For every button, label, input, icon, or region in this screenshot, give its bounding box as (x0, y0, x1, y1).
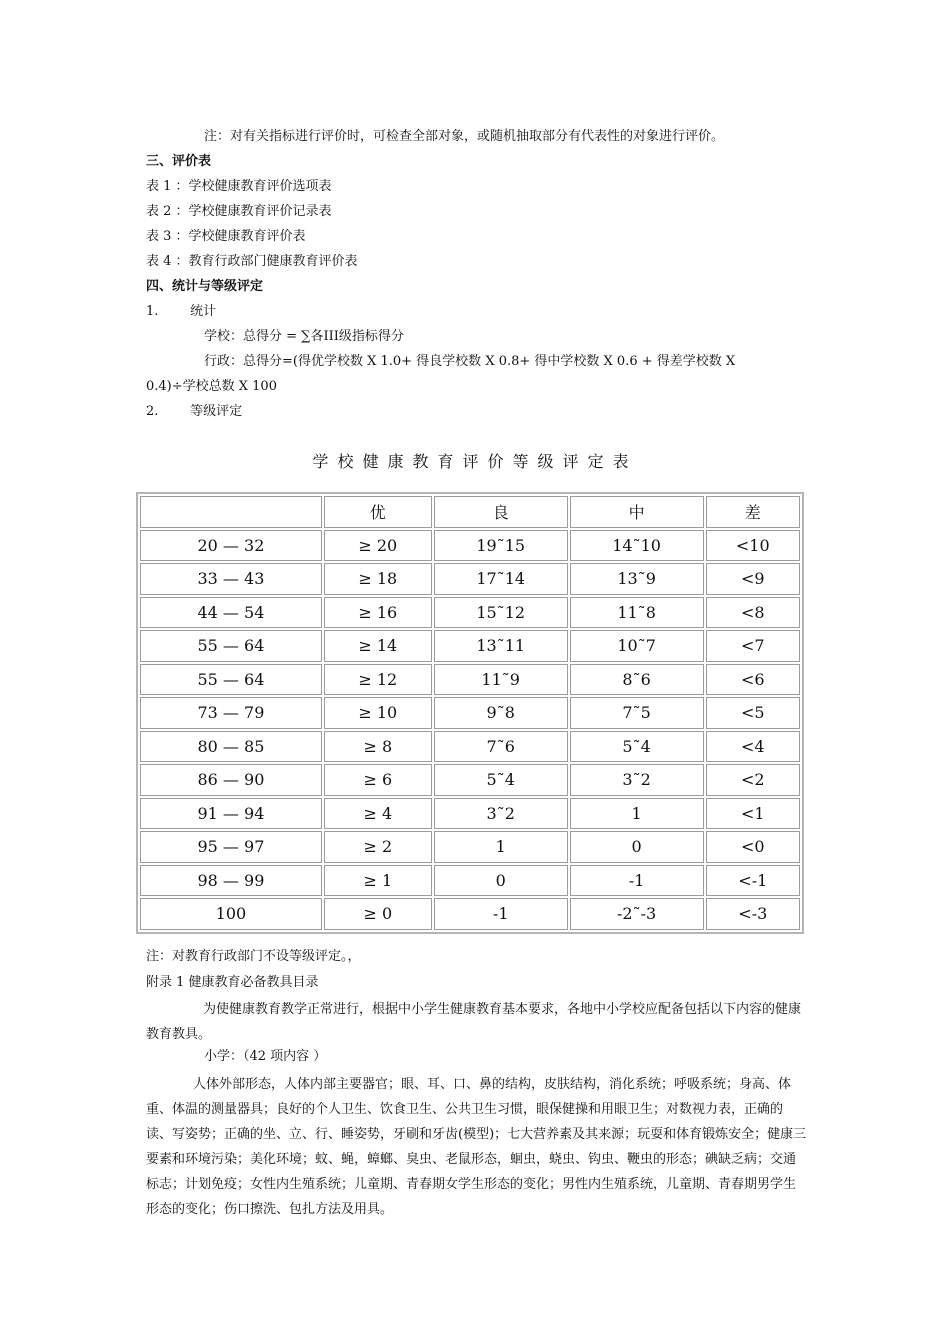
cell-good: 1 (434, 831, 568, 863)
cell-score-range: 95 — 97 (140, 831, 322, 863)
header-cell-poor: 差 (706, 496, 800, 528)
section3-heading: 三、评价表 (146, 154, 212, 169)
stat-item (146, 303, 216, 321)
cell-medium: -1 (570, 865, 704, 897)
grade-table-header-row (140, 496, 800, 528)
grade-item (146, 403, 242, 421)
cell-medium: 0 (570, 831, 704, 863)
table-row (140, 530, 800, 562)
cell-medium: 1 (570, 798, 704, 830)
cell-excellent: ≥ 14 (324, 630, 432, 662)
appendix-title: 附录 1 健康教育必备教具目录 (146, 975, 319, 990)
cell-score-range: 20 — 32 (140, 530, 322, 562)
cell-good: 5˜4 (434, 764, 568, 796)
cell-poor: <5 (706, 697, 800, 729)
cell-good: -1 (434, 898, 568, 930)
appendix-intro: 为使健康教育教学正常进行，根据中小学生健康教育基本要求，各地中小学校应配备包括以下内容的健康教育教具。 (146, 1002, 802, 1042)
cell-medium: 14˜10 (570, 530, 704, 562)
cell-excellent: ≥ 6 (324, 764, 432, 796)
cell-score-range: 55 — 64 (140, 630, 322, 662)
section4-heading: 四、统计与等级评定 (146, 279, 264, 294)
cell-excellent: ≥ 10 (324, 697, 432, 729)
cell-medium: 3˜2 (570, 764, 704, 796)
header-cell-medium: 中 (570, 496, 704, 528)
cell-poor: <8 (706, 597, 800, 629)
cell-poor: <7 (706, 630, 800, 662)
grade-table-title: 学校健康教育评价等级评定表 (312, 452, 638, 471)
table-row (140, 731, 800, 763)
cell-excellent: ≥ 12 (324, 664, 432, 696)
stat-number: 1. (146, 304, 159, 319)
table-row (140, 831, 800, 863)
cell-good: 7˜6 (434, 731, 568, 763)
cell-score-range: 55 — 64 (140, 664, 322, 696)
section3-item-4: 表 4 ：教育行政部门健康教育评价表 (146, 254, 358, 269)
cell-good: 9˜8 (434, 697, 568, 729)
section3-item-2: 表 2 ：学校健康教育评价记录表 (146, 204, 332, 219)
header-cell-blank (140, 496, 322, 528)
admin-formula-line1: 行政：总得分=(得优学校数 X 1.0+ 得良学校数 X 0.8+ 得中学校数 X 0.6 + 得差学校数 X (204, 354, 736, 369)
cell-medium: 10˜7 (570, 630, 704, 662)
school-formula: 学校：总得分 = ∑各III级指标得分 (204, 329, 404, 344)
cell-score-range: 86 — 90 (140, 764, 322, 796)
cell-good: 13˜11 (434, 630, 568, 662)
table-row (140, 630, 800, 662)
cell-score-range: 44 — 54 (140, 597, 322, 629)
cell-poor: <1 (706, 798, 800, 830)
cell-good: 0 (434, 865, 568, 897)
section3-item-1: 表 1 ：学校健康教育评价选项表 (146, 179, 332, 194)
cell-medium: 5˜4 (570, 731, 704, 763)
cell-medium: 8˜6 (570, 664, 704, 696)
admin-formula-line2: 0.4)÷学校总数 X 100 (146, 379, 277, 394)
cell-medium: 7˜5 (570, 697, 704, 729)
cell-score-range: 91 — 94 (140, 798, 322, 830)
cell-medium: -2˜-3 (570, 898, 704, 930)
cell-score-range: 100 (140, 898, 322, 930)
header-cell-good: 良 (434, 496, 568, 528)
cell-medium: 13˜9 (570, 563, 704, 595)
cell-excellent: ≥ 8 (324, 731, 432, 763)
cell-excellent: ≥ 4 (324, 798, 432, 830)
table-row (140, 865, 800, 897)
cell-excellent: ≥ 2 (324, 831, 432, 863)
grade-table (136, 492, 804, 934)
cell-excellent: ≥ 1 (324, 865, 432, 897)
table-row (140, 798, 800, 830)
table-row (140, 697, 800, 729)
primary-label: 小学：（42 项内容 ） (204, 1049, 327, 1064)
cell-poor: <6 (706, 664, 800, 696)
header-cell-excellent: 优 (324, 496, 432, 528)
cell-good: 15˜12 (434, 597, 568, 629)
grade-label: 等级评定 (190, 404, 243, 419)
cell-excellent: ≥ 18 (324, 563, 432, 595)
cell-poor: <2 (706, 764, 800, 796)
grade-number: 2. (146, 404, 159, 419)
cell-poor: <0 (706, 831, 800, 863)
cell-excellent: ≥ 16 (324, 597, 432, 629)
cell-good: 11˜9 (434, 664, 568, 696)
cell-score-range: 73 — 79 (140, 697, 322, 729)
cell-good: 17˜14 (434, 563, 568, 595)
section3-item-3: 表 3 ：学校健康教育评价表 (146, 229, 306, 244)
cell-score-range: 33 — 43 (140, 563, 322, 595)
cell-poor: <-1 (706, 865, 800, 897)
cell-score-range: 80 — 85 (140, 731, 322, 763)
cell-good: 19˜15 (434, 530, 568, 562)
cell-score-range: 98 — 99 (140, 865, 322, 897)
cell-poor: <9 (706, 563, 800, 595)
cell-good: 3˜2 (434, 798, 568, 830)
stat-label: 统计 (190, 304, 217, 319)
table-row (140, 597, 800, 629)
cell-excellent: ≥ 0 (324, 898, 432, 930)
cell-excellent: ≥ 20 (324, 530, 432, 562)
table-row (140, 764, 800, 796)
top-note: 注：对有关指标进行评价时，可检查全部对象，或随机抽取部分有代表性的对象进行评价。 (204, 129, 725, 144)
cell-poor: <4 (706, 731, 800, 763)
cell-poor: <-3 (706, 898, 800, 930)
cell-medium: 11˜8 (570, 597, 704, 629)
cell-poor: <10 (706, 530, 800, 562)
table-note: 注：对教育行政部门不设等级评定。， (146, 949, 361, 964)
table-row (140, 898, 800, 930)
primary-content: 人体外部形态，人体内部主要器官；眼、耳、口、鼻的结构，皮肤结构，消化系统；呼吸系统；身高、体重、体温的测量器具；良好的个人卫生、饮食卫生、公共卫生习惯，眼保健操和用眼卫生；对数视力表，正确的读、写姿势；正确的坐、立、行、睡姿势，牙刷和牙齿(模型)；七大营养素及其来源；玩耍和体育锻炼安全；健康三要素和环境污染；美化环境；蚊、蝇，蟑螂、臭虫、老鼠形态，蛔虫，蛲虫、钩虫、鞭虫的形态；碘缺乏病；交通标志；计划免疫；女性内生殖系统；儿童期、青春期女学生形态的变化；男性内生殖系统，儿童期、青春期男学生形态的变化；伤口擦洗、包扎方法及用具。 (146, 1077, 807, 1217)
grade-table-body (140, 530, 800, 930)
table-row (140, 664, 800, 696)
table-row (140, 563, 800, 595)
